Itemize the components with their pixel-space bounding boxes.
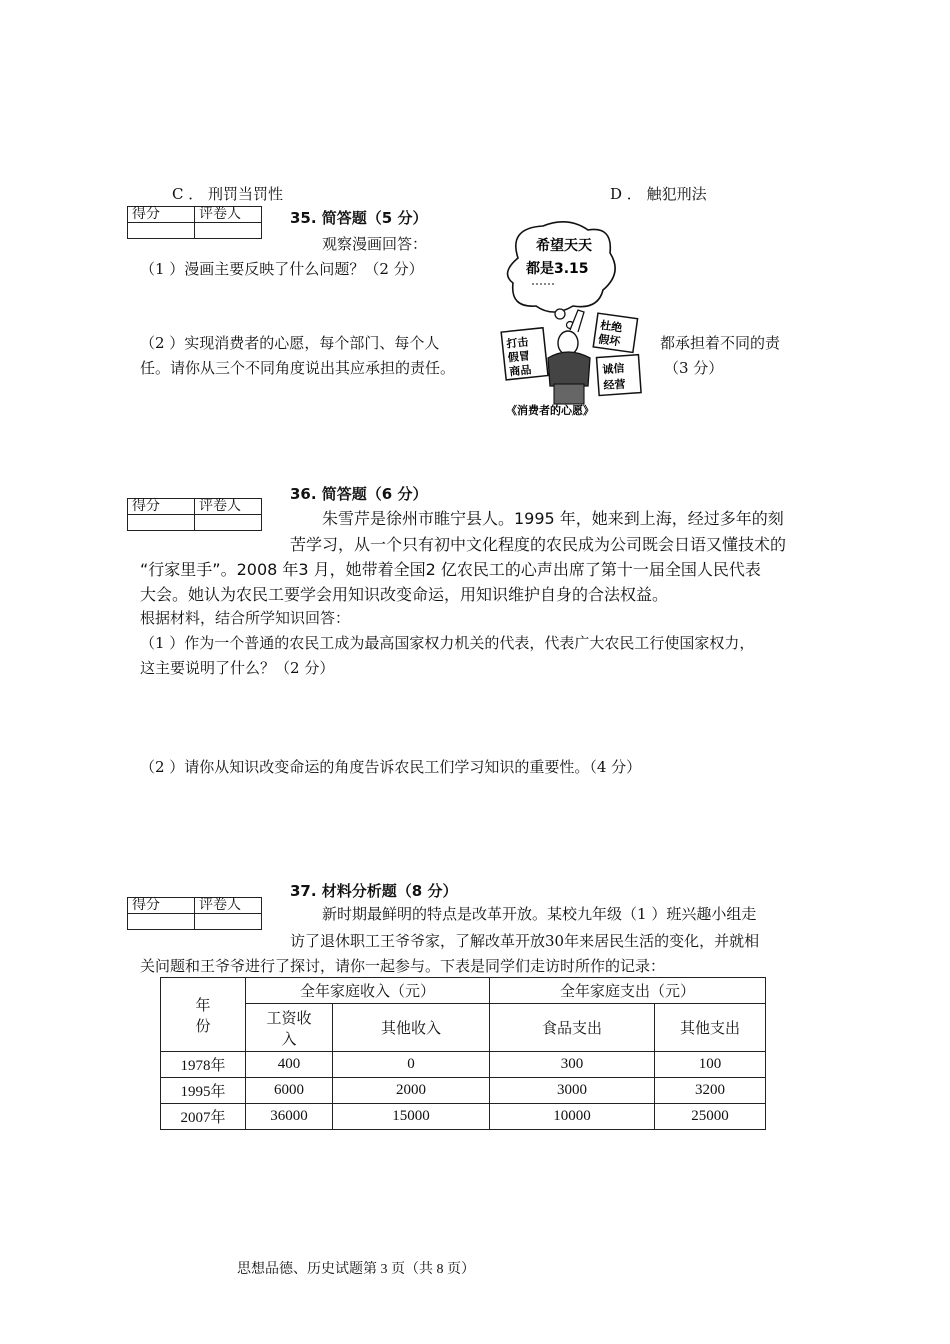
income-header: 全年家庭收入（元） (246, 978, 490, 1004)
consumer-wish-cartoon (498, 218, 648, 418)
wage-header: 工资收 入 (246, 1004, 333, 1052)
q37-title: 37. 材料分析题（8 分） (290, 882, 458, 900)
table-row (161, 1104, 766, 1130)
q36-sub1-a: （1 ）作为一个普通的农民工成为最高国家权力机关的代表，代表广大农民工行使国家权力， (140, 634, 755, 652)
score-cell[interactable] (128, 223, 195, 239)
q35-sub2-a: （2 ）实现消费者的心愿，每个部门、每个人 (140, 334, 440, 352)
q35-sub2-points: （3 分） (664, 359, 724, 377)
grader-label: 评卷人 (195, 898, 262, 914)
q36-sub1-b: 这主要说明了什么？（2 分） (140, 659, 335, 677)
score-box-36 (127, 498, 262, 531)
bubble-text-2: 都是3.15 (526, 261, 589, 277)
q35-sub2-c: 任。请你从三个不同角度说出其应承担的责任。 (140, 359, 456, 377)
q36-sub2: （2 ）请你从知识改变命运的角度告诉农民工们学习知识的重要性。（4 分） (140, 758, 642, 776)
person-body-icon (548, 352, 590, 386)
sign-right-text-4: 经营 (603, 377, 626, 393)
grader-label: 评卷人 (195, 499, 262, 515)
grader-cell[interactable] (195, 914, 262, 930)
page-footer: 思想品德、历史试题第 3 页（共 8 页） (237, 1262, 475, 1277)
other-expense-cell: 100 (655, 1052, 766, 1078)
table-row (161, 1052, 766, 1078)
score-cell[interactable] (128, 515, 195, 531)
expense-header: 全年家庭支出（元） (490, 978, 766, 1004)
year-cell: 1995年 (161, 1078, 246, 1104)
score-label: 得分 (128, 207, 195, 223)
sign-left-text-1: 打击 (505, 335, 530, 351)
year-cell: 2007年 (161, 1104, 246, 1130)
other-income-header: 其他收入 (333, 1004, 490, 1052)
wage-cell: 400 (246, 1052, 333, 1078)
sign-left-text-3: 商品 (508, 363, 532, 379)
score-label: 得分 (128, 499, 195, 515)
q36-para-1: 朱雪芹是徐州市睢宁县人。1995 年，她来到上海，经过多年的刻 (322, 509, 784, 528)
food-cell: 3000 (490, 1078, 655, 1104)
option-d: D ． 触犯刑法 (610, 185, 707, 203)
q36-para-2: 苦学习，从一个只有初中文化程度的农民成为公司既会日语又懂技术的 (290, 535, 787, 554)
sign-right-text-1: 杜绝 (599, 318, 624, 335)
q36-lead: 根据材料，结合所学知识回答： (140, 609, 351, 627)
other-income-cell: 2000 (333, 1078, 490, 1104)
option-c: C ． 刑罚当罚性 (172, 185, 284, 203)
score-label: 得分 (128, 898, 195, 914)
food-cell: 300 (490, 1052, 655, 1078)
q35-title: 35. 简答题（5 分） (290, 209, 428, 227)
q37-para-1: 新时期最鲜明的特点是改革开放。某校九年级（1 ）班兴趣小组走 (322, 905, 757, 923)
q35-intro: 观察漫画回答： (322, 235, 428, 253)
q36-para-3: “行家里手”。2008 年3 月，她带着全国2 亿农民工的心声出席了第十一届全国人民代表 (140, 560, 761, 579)
grader-cell[interactable] (195, 223, 262, 239)
grader-label: 评卷人 (195, 207, 262, 223)
grader-cell[interactable] (195, 515, 262, 531)
q35-sub2-b: 都承担着不同的责 (660, 334, 781, 352)
income-expense-table (160, 977, 766, 1130)
score-cell[interactable] (128, 914, 195, 930)
score-box-37 (127, 897, 262, 930)
sign-right-text-2: 假坏 (597, 332, 622, 349)
year-header: 年 份 (161, 978, 246, 1052)
year-cell: 1978年 (161, 1052, 246, 1078)
food-cell: 10000 (490, 1104, 655, 1130)
other-expense-cell: 3200 (655, 1078, 766, 1104)
q36-title: 36. 简答题（6 分） (290, 485, 428, 503)
sign-right-text-3: 诚信 (601, 361, 625, 377)
q36-para-4: 大会。她认为农民工要学会用知识改变命运，用知识维护自身的合法权益。 (140, 585, 669, 604)
wage-cell: 6000 (246, 1078, 333, 1104)
q37-para-3: 关问题和王爷爷进行了探讨，请你一起参与。下表是同学们走访时所作的记录： (140, 957, 666, 975)
q37-para-2: 访了退休职工王爷爷家，了解改革开放30年来居民生活的变化，并就相 (290, 932, 760, 950)
score-box-35 (127, 206, 262, 239)
other-income-cell: 15000 (333, 1104, 490, 1130)
q35-sub1: （1 ）漫画主要反映了什么问题？（2 分） (140, 260, 424, 278)
food-header: 食品支出 (490, 1004, 655, 1052)
other-expense-header: 其他支出 (655, 1004, 766, 1052)
wage-cell: 36000 (246, 1104, 333, 1130)
bubble-text-1: 希望天天 (536, 238, 592, 254)
other-expense-cell: 25000 (655, 1104, 766, 1130)
sign-left-text-2: 假冒 (507, 349, 531, 365)
other-income-cell: 0 (333, 1052, 490, 1078)
cartoon-caption: 《消费者的心愿》 (506, 404, 594, 417)
table-row (161, 1078, 766, 1104)
